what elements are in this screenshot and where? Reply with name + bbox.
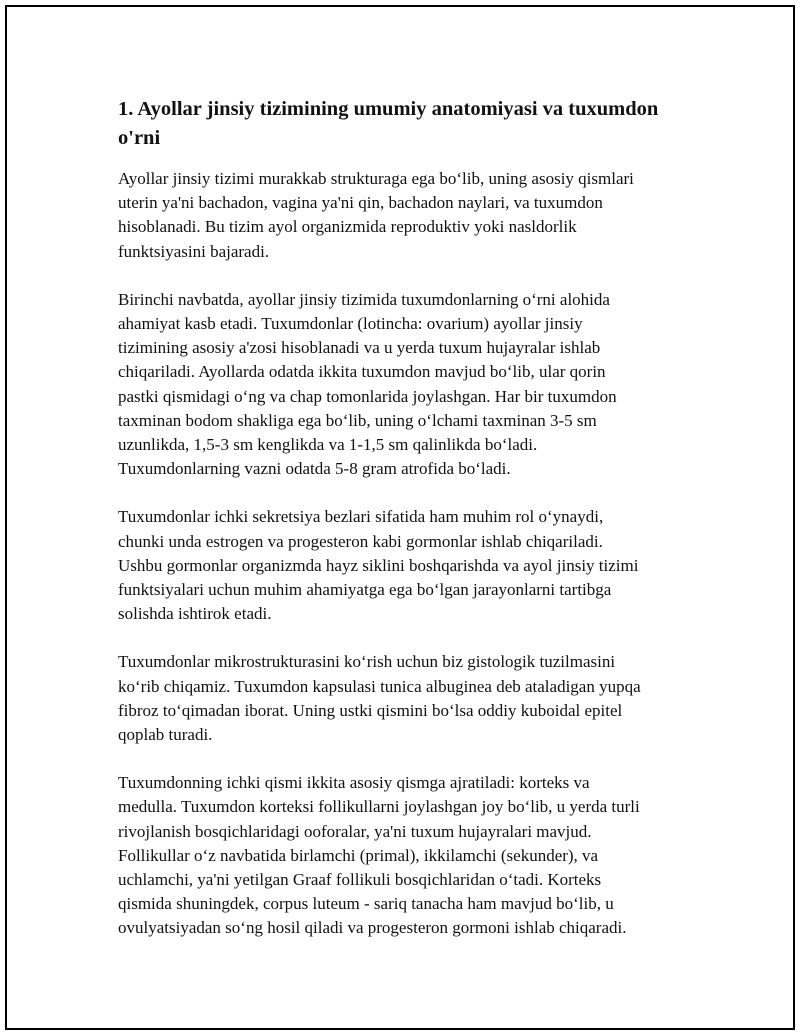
heading-line: o'rni xyxy=(118,127,161,149)
text-line: taxminan bodom shakliga ega bo‘lib, uning o‘lchami taxminan 3-5 sm xyxy=(118,410,597,430)
text-line: Birinchi navbatda, ayollar jinsiy tizimida tuxumdonlarning o‘rni alohida xyxy=(118,289,610,309)
paragraph-3 xyxy=(118,505,688,626)
document-body xyxy=(118,95,688,965)
text-line: chunki unda estrogen va progesteron kabi gormonlar ishlab chiqariladi. xyxy=(118,531,603,551)
paragraph-2 xyxy=(118,288,688,482)
text-line: tizimining asosiy a'zosi hisoblanadi va u yerda tuxum hujayralar ishlab xyxy=(118,338,601,358)
text-line: Tuxumdonning ichki qismi ikkita asosiy qismga ajratiladi: korteks va xyxy=(118,773,590,793)
text-line: Tuxumdonlar mikrostrukturasini ko‘rish uchun biz gistologik tuzilmasini xyxy=(118,652,616,672)
text-line: fibroz to‘qimadan iborat. Uning ustki qismini bo‘lsa oddiy kuboidal epitel xyxy=(118,700,623,720)
text-line: Tuxumdonlarning vazni odatda 5-8 gram atrofida bo‘ladi. xyxy=(118,459,511,479)
text-line: ahamiyat kasb etadi. Tuxumdonlar (lotincha: ovarium) ayollar jinsiy xyxy=(118,314,583,334)
text-line: ovulyatsiyadan so‘ng hosil qiladi va progesteron gormoni ishlab chiqaradi. xyxy=(118,918,627,938)
paragraph-4 xyxy=(118,650,688,747)
text-line: hisoblanadi. Bu tizim ayol organizmida reproduktiv yoki nasldorlik xyxy=(118,217,577,237)
text-line: solishda ishtirok etadi. xyxy=(118,604,272,624)
text-line: chiqariladi. Ayollarda odatda ikkita tuxumdon mavjud bo‘lib, ular qorin xyxy=(118,362,606,382)
text-line: qoplab turadi. xyxy=(118,725,213,745)
text-line: pastki qismidagi o‘ng va chap tomonlarida joylashgan. Har bir tuxumdon xyxy=(118,386,617,406)
text-line: uterin ya'ni bachadon, vagina ya'ni qin, bachadon naylari, va tuxumdon xyxy=(118,193,603,213)
text-line: qismida shuningdek, corpus luteum - sariq tanacha ham mavjud bo‘lib, u xyxy=(118,894,614,914)
text-line: Follikullar o‘z navbatida birlamchi (primal), ikkilamchi (sekunder), va xyxy=(118,845,599,865)
section-heading xyxy=(118,95,688,153)
text-line: funktsiyalari uchun muhim ahamiyatga ega bo‘lgan jarayonlarni tartibga xyxy=(118,580,612,600)
paragraph-5 xyxy=(118,771,688,940)
text-line: uzunlikda, 1,5-3 sm kenglikda va 1-1,5 sm qalinlikda bo‘ladi. xyxy=(118,435,538,455)
text-line: rivojlanish bosqichlaridagi ooforalar, ya'ni tuxum hujayralari mavjud. xyxy=(118,821,592,841)
text-line: ko‘rib chiqamiz. Tuxumdon kapsulasi tunica albuginea deb ataladigan yupqa xyxy=(118,676,641,696)
text-line: Ayollar jinsiy tizimi murakkab strukturaga ega bo‘lib, uning asosiy qismlari xyxy=(118,169,634,188)
paragraph-1 xyxy=(118,167,688,264)
text-line: Ushbu gormonlar organizmda hayz siklini boshqarishda va ayol jinsiy tizimi xyxy=(118,555,639,575)
text-line: medulla. Tuxumdon korteksi follikullarni joylashgan joy bo‘lib, u yerda turli xyxy=(118,797,640,817)
heading-line: 1. Ayollar jinsiy tizimining umumiy anatomiyasi va tuxumdon xyxy=(118,98,659,120)
text-line: uchlamchi, ya'ni yetilgan Graaf follikuli bosqichlaridan o‘tadi. Korteks xyxy=(118,870,602,890)
text-line: funktsiyasini bajaradi. xyxy=(118,241,270,261)
text-line: Tuxumdonlar ichki sekretsiya bezlari sifatida ham muhim rol o‘ynaydi, xyxy=(118,507,604,527)
